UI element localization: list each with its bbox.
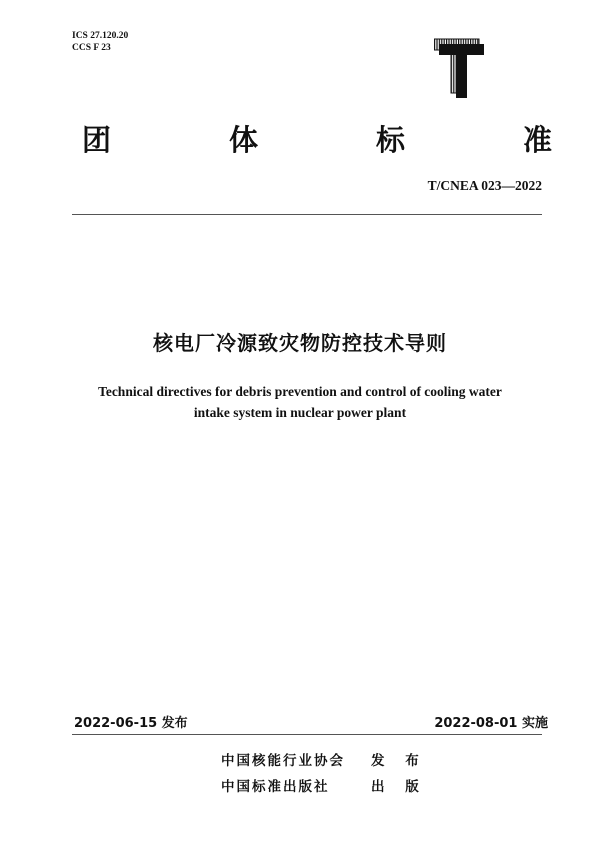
english-title-line: Technical directives for debris prevention and control of cooling water [98,384,502,399]
english-title [0,381,600,423]
issuer-action: 出 版 [371,779,427,795]
ics-code: ICS 27.120.20 [72,31,129,41]
publish-date: 2022-06-15 发布 [74,716,188,731]
classification-codes [72,30,128,54]
issuer-row [221,749,427,769]
issuer-row [221,775,427,795]
standard-type-char: 体 [228,123,258,157]
standard-number: T/CNEA 023—2022 [427,178,542,193]
issuer-org: 中国标准出版社 [221,779,330,795]
issuer-action: 发 布 [371,753,427,769]
standard-type-char: 准 [522,123,552,157]
issuer-org: 中国核能行业协会 [221,753,345,769]
effective-date: 2022-08-01 实施 [434,716,548,731]
top-divider [72,214,542,215]
chinese-title: 核电厂冷源致灾物防控技术导则 [153,331,447,355]
standard-type-char: 标 [375,123,405,157]
english-title-line: intake system in nuclear power plant [193,405,407,420]
ccs-code: CCS F 23 [72,43,111,53]
standard-t-logo-icon [434,36,484,98]
standard-type-heading [82,118,552,159]
standard-type-char: 团 [82,123,112,157]
bottom-divider [72,734,542,735]
